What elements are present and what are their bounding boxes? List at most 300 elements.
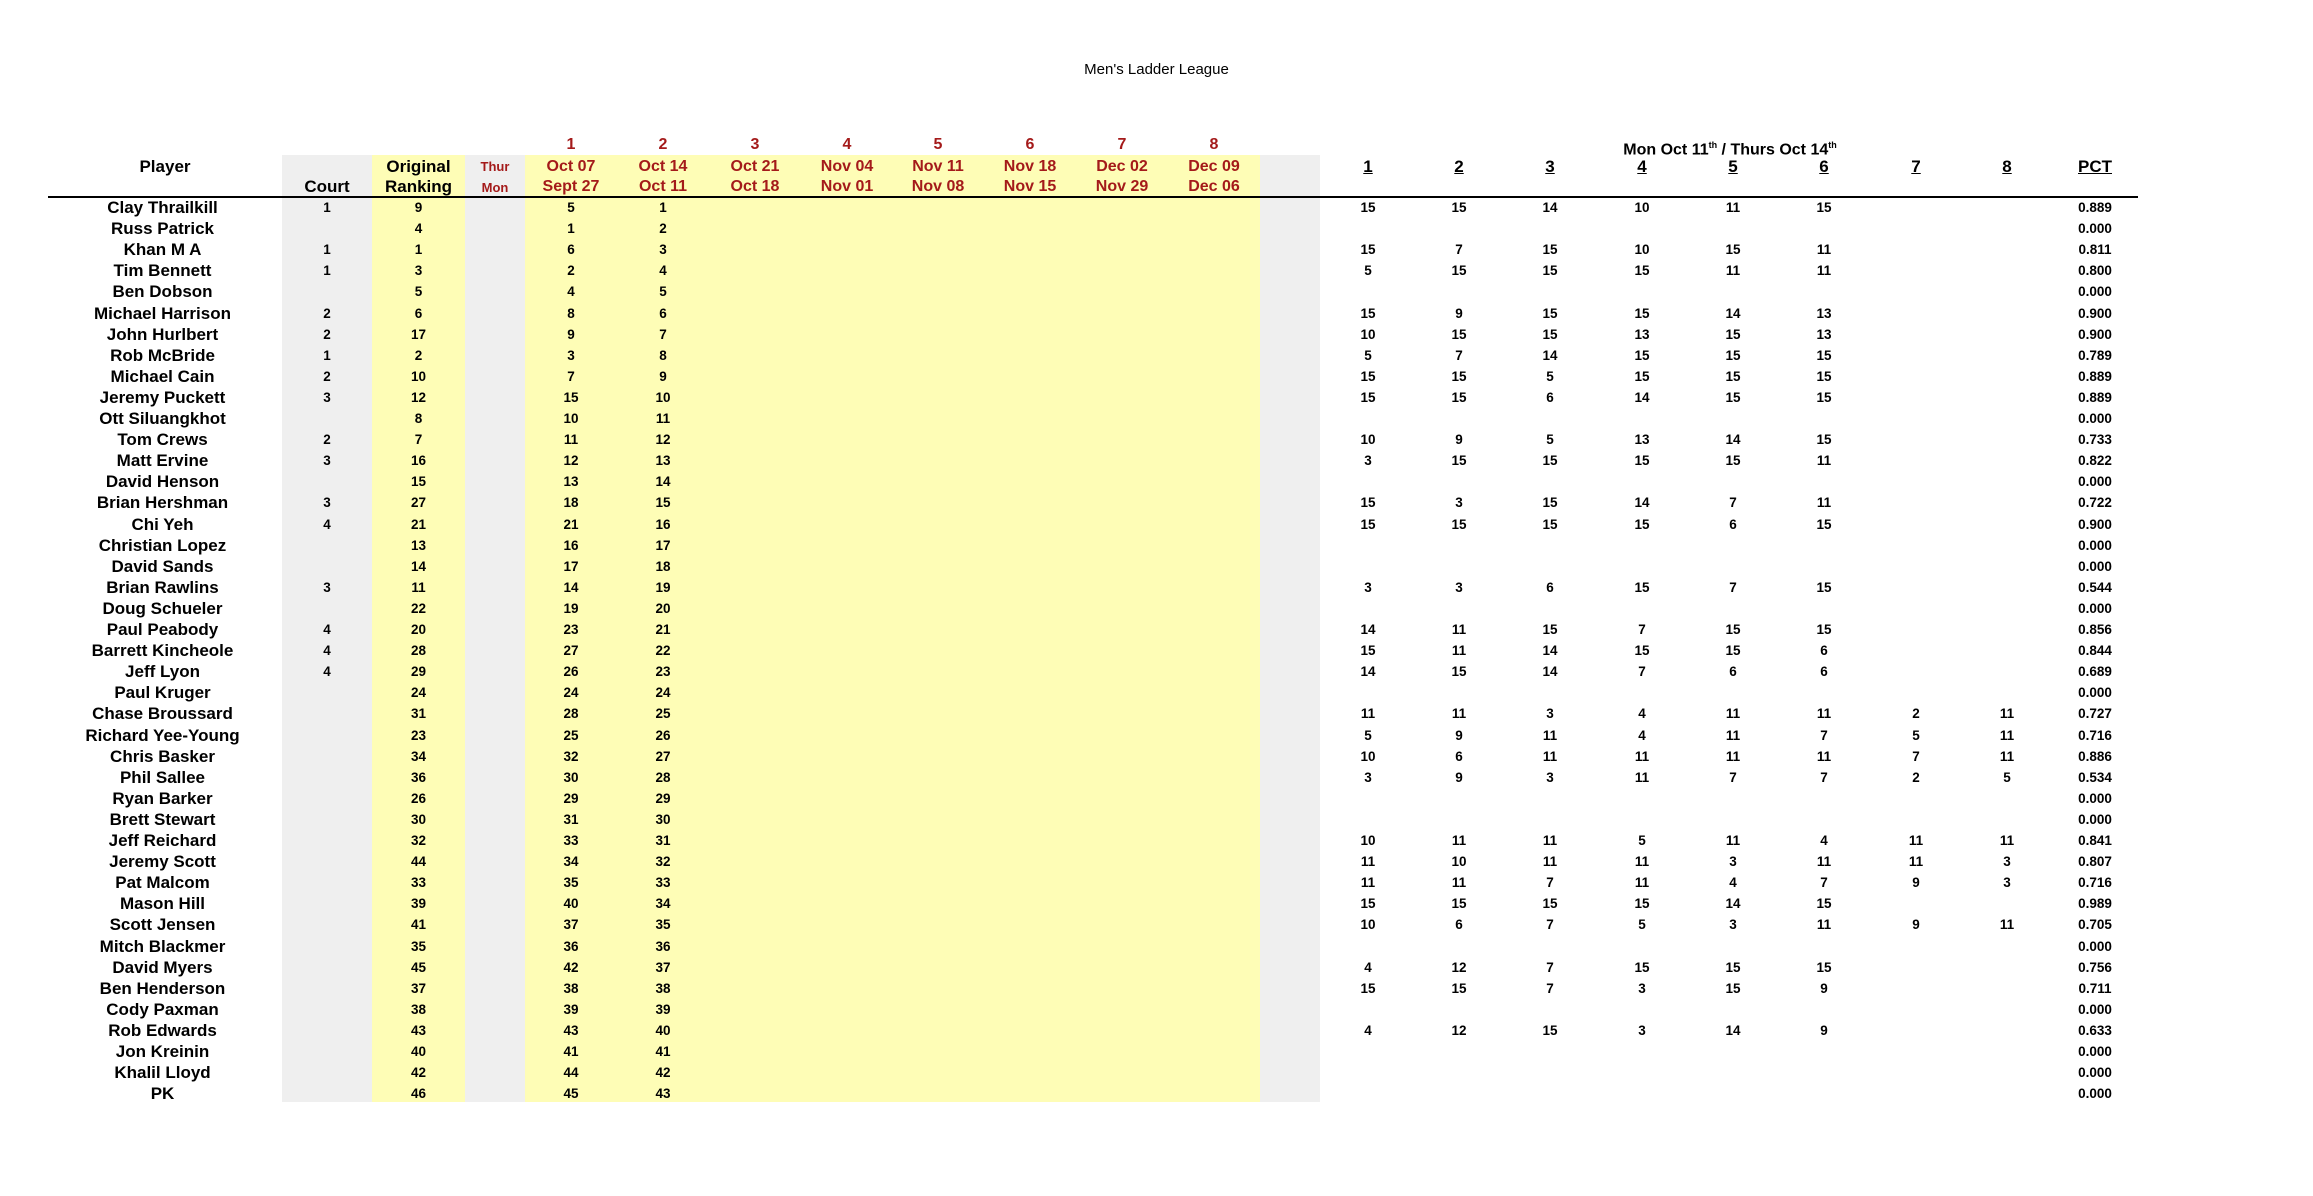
week1-cell: 42 <box>563 960 579 975</box>
score-cell: 7 <box>1455 348 1463 363</box>
pct-cell: 0.886 <box>2078 749 2112 764</box>
player-name: Christian Lopez <box>98 536 227 555</box>
score-cell: 10 <box>1360 327 1376 342</box>
score-cell: 4 <box>1638 706 1646 721</box>
score-cell: 7 <box>1820 875 1828 890</box>
week2-cell: 2 <box>659 221 667 236</box>
score-cell: 15 <box>1816 200 1832 215</box>
score-cell: 11 <box>1908 833 1924 848</box>
week2-cell: 36 <box>655 939 671 954</box>
score-cell: 14 <box>1634 495 1650 510</box>
ranking-cell: 42 <box>410 1065 427 1080</box>
score-cell: 7 <box>1546 917 1554 932</box>
pct-header: PCT <box>2078 157 2112 176</box>
ranking-cell: 34 <box>410 749 427 764</box>
pct-cell: 0.000 <box>2078 538 2112 553</box>
score-cell: 4 <box>1638 728 1646 743</box>
ranking-cell: 12 <box>410 390 427 405</box>
ranking-cell: 2 <box>414 348 423 363</box>
score-cell: 3 <box>1729 917 1737 932</box>
pct-cell: 0.000 <box>2078 221 2112 236</box>
score-cell: 11 <box>1816 854 1832 869</box>
score-cell: 10 <box>1360 833 1376 848</box>
pct-cell: 0.000 <box>2078 685 2112 700</box>
court-cell: 1 <box>323 263 331 278</box>
score-cell: 12 <box>1451 960 1467 975</box>
court-cell: 1 <box>323 200 331 215</box>
ranking-cell: 7 <box>414 432 423 447</box>
pct-cell: 0.000 <box>2078 411 2112 426</box>
pct-cell: 0.722 <box>2078 495 2112 510</box>
ranking-cell: 35 <box>410 939 427 954</box>
score-cell: 3 <box>1364 580 1372 595</box>
week2-cell: 34 <box>655 896 671 911</box>
ranking-cell: 39 <box>410 896 427 911</box>
week2-cell: 15 <box>655 495 671 510</box>
score-cell: 11 <box>1999 706 2015 721</box>
score-cell: 11 <box>1360 854 1376 869</box>
pct-cell: 0.000 <box>2078 601 2112 616</box>
pct-cell: 0.989 <box>2078 896 2112 911</box>
score-cell: 15 <box>1360 896 1376 911</box>
week-mon-date: Oct 18 <box>730 178 780 195</box>
pct-cell: 0.000 <box>2078 791 2112 806</box>
score-cell: 10 <box>1451 854 1467 869</box>
week1-cell: 36 <box>563 939 579 954</box>
pct-cell: 0.000 <box>2078 474 2112 489</box>
week2-cell: 4 <box>659 263 667 278</box>
week1-cell: 38 <box>563 981 579 996</box>
player-name: Ben Dobson <box>112 282 213 301</box>
score-cell: 11 <box>1542 854 1558 869</box>
score-cell: 15 <box>1816 896 1832 911</box>
week2-cell: 16 <box>655 517 671 532</box>
week1-cell: 9 <box>567 327 575 342</box>
score-cell: 3 <box>2003 854 2011 869</box>
score-cell: 15 <box>1451 327 1467 342</box>
player-name: Doug Schueler <box>102 599 223 618</box>
score-cell: 4 <box>1364 1023 1372 1038</box>
week-number: 2 <box>658 136 668 153</box>
week1-cell: 10 <box>563 411 579 426</box>
week1-cell: 17 <box>563 559 579 574</box>
score-cell: 14 <box>1360 622 1376 637</box>
pct-cell: 0.000 <box>2078 284 2112 299</box>
score-cell: 2 <box>1912 770 1920 785</box>
score-cell: 14 <box>1725 432 1741 447</box>
court-cell: 4 <box>323 622 331 637</box>
court-cell: 4 <box>323 664 331 679</box>
player-name: Paul Peabody <box>106 620 219 639</box>
score-cell: 15 <box>1725 242 1741 257</box>
score-cell: 11 <box>1999 749 2015 764</box>
week-number: 8 <box>1209 136 1219 153</box>
court-cell: 1 <box>323 348 331 363</box>
score-cell: 15 <box>1542 327 1558 342</box>
score-cell: 7 <box>1820 770 1828 785</box>
ranking-cell: 3 <box>414 263 423 278</box>
score-cell: 15 <box>1451 390 1467 405</box>
ranking-cell: 45 <box>410 960 427 975</box>
score-cell: 15 <box>1725 327 1741 342</box>
week-thur-date: Nov 11 <box>912 158 964 175</box>
week1-cell: 31 <box>563 812 579 827</box>
court-cell: 3 <box>323 495 331 510</box>
score-cell: 6 <box>1729 664 1737 679</box>
score-cell: 15 <box>1634 306 1650 321</box>
player-name: Khan M A <box>123 240 202 259</box>
score-cell: 3 <box>1729 854 1737 869</box>
week2-cell: 12 <box>655 432 671 447</box>
score-cell: 10 <box>1360 917 1376 932</box>
score-cell: 15 <box>1451 200 1467 215</box>
pct-cell: 0.807 <box>2078 854 2112 869</box>
week-thur-date: Oct 14 <box>638 158 688 175</box>
player-name: David Myers <box>112 958 213 977</box>
score-cell: 15 <box>1542 242 1558 257</box>
score-cell: 15 <box>1816 580 1832 595</box>
score-cell: 11 <box>1725 728 1741 743</box>
score-cell: 10 <box>1634 242 1650 257</box>
week2-cell: 19 <box>655 580 671 595</box>
score-cell: 15 <box>1542 495 1558 510</box>
score-cell: 10 <box>1634 200 1650 215</box>
mon-header: Mon <box>481 180 509 195</box>
ranking-cell: 38 <box>410 1002 427 1017</box>
score-cell: 15 <box>1542 517 1558 532</box>
score-cell: 7 <box>1729 770 1737 785</box>
player-name: David Sands <box>111 557 214 576</box>
week1-cell: 6 <box>567 242 575 257</box>
score-cell: 7 <box>1455 242 1463 257</box>
score-cell: 11 <box>1634 770 1650 785</box>
ranking-cell: 9 <box>414 200 423 215</box>
score-column-header: 4 <box>1637 157 1647 176</box>
score-cell: 14 <box>1542 643 1558 658</box>
pct-cell: 0.633 <box>2078 1023 2112 1038</box>
week1-cell: 7 <box>567 369 575 384</box>
week1-cell: 15 <box>563 390 579 405</box>
player-name: Jeremy Puckett <box>99 388 226 407</box>
score-cell: 9 <box>1455 306 1463 321</box>
score-cell: 7 <box>1546 981 1554 996</box>
week2-cell: 8 <box>659 348 667 363</box>
score-cell: 13 <box>1634 327 1650 342</box>
week-mon-date: Nov 01 <box>820 178 874 195</box>
score-cell: 2 <box>1912 706 1920 721</box>
score-cell: 15 <box>1634 643 1650 658</box>
week-thur-date: Dec 02 <box>1096 158 1148 175</box>
player-name: Tom Crews <box>117 430 208 449</box>
score-cell: 7 <box>1729 495 1737 510</box>
pct-cell: 0.856 <box>2078 622 2112 637</box>
score-cell: 7 <box>1638 664 1646 679</box>
score-cell: 15 <box>1725 622 1741 637</box>
week1-cell: 40 <box>563 896 579 911</box>
week-number: 3 <box>750 136 760 153</box>
week1-cell: 11 <box>563 432 579 447</box>
player-name: Rob Edwards <box>108 1021 217 1040</box>
score-cell: 11 <box>1999 728 2015 743</box>
thur-mon-column-bg <box>465 155 525 1102</box>
score-cell: 9 <box>1455 770 1463 785</box>
week-thur-date: Dec 09 <box>1188 158 1240 175</box>
ranking-cell: 24 <box>410 685 427 700</box>
score-title: Mon Oct 11th / Thurs Oct 14th <box>1623 140 1837 159</box>
week-thur-date: Nov 18 <box>1003 158 1057 175</box>
player-name: Brett Stewart <box>109 810 216 829</box>
week2-cell: 40 <box>655 1023 671 1038</box>
score-cell: 14 <box>1542 200 1558 215</box>
score-cell: 11 <box>1816 242 1832 257</box>
score-cell: 5 <box>2003 770 2011 785</box>
week1-cell: 34 <box>563 854 579 869</box>
ranking-header: Ranking <box>384 177 453 196</box>
score-cell: 15 <box>1816 369 1832 384</box>
pct-cell: 0.000 <box>2078 1002 2112 1017</box>
original-header: Original <box>386 157 451 176</box>
score-cell: 13 <box>1816 327 1832 342</box>
score-cell: 5 <box>1364 728 1372 743</box>
score-cell: 11 <box>1816 495 1832 510</box>
week2-cell: 13 <box>655 453 671 468</box>
ranking-cell: 43 <box>410 1023 427 1038</box>
week1-cell: 27 <box>563 643 579 658</box>
pct-cell: 0.716 <box>2078 728 2112 743</box>
court-cell: 3 <box>323 390 331 405</box>
score-cell: 15 <box>1451 981 1467 996</box>
score-cell: 9 <box>1912 917 1920 932</box>
week2-cell: 18 <box>655 559 671 574</box>
score-cell: 5 <box>1546 432 1554 447</box>
week2-cell: 9 <box>659 369 667 384</box>
score-cell: 4 <box>1364 960 1372 975</box>
week1-cell: 13 <box>563 474 579 489</box>
ranking-cell: 22 <box>410 601 427 616</box>
score-cell: 11 <box>1725 749 1741 764</box>
ranking-cell: 30 <box>410 812 427 827</box>
week2-cell: 33 <box>655 875 671 890</box>
score-cell: 11 <box>1542 749 1558 764</box>
week1-cell: 5 <box>567 200 575 215</box>
week2-cell: 38 <box>655 981 671 996</box>
ranking-cell: 33 <box>410 875 427 890</box>
week1-cell: 23 <box>563 622 579 637</box>
player-name: Russ Patrick <box>111 219 214 238</box>
ranking-cell: 1 <box>414 242 423 257</box>
score-cell: 11 <box>1816 706 1832 721</box>
score-cell: 5 <box>1638 833 1646 848</box>
week1-cell: 24 <box>563 685 579 700</box>
player-name: John Hurlbert <box>106 325 219 344</box>
score-cell: 9 <box>1820 1023 1828 1038</box>
score-cell: 14 <box>1725 896 1741 911</box>
ranking-cell: 17 <box>410 327 427 342</box>
week1-cell: 29 <box>563 791 579 806</box>
ranking-cell: 37 <box>410 981 427 996</box>
score-cell: 15 <box>1360 390 1376 405</box>
court-cell: 2 <box>323 369 331 384</box>
week1-cell: 21 <box>563 517 579 532</box>
pct-cell: 0.889 <box>2078 369 2112 384</box>
week2-cell: 11 <box>655 411 671 426</box>
score-cell: 15 <box>1360 200 1376 215</box>
week1-cell: 19 <box>563 601 579 616</box>
pct-cell: 0.705 <box>2078 917 2112 932</box>
player-name: Brian Hershman <box>96 493 229 512</box>
score-cell: 3 <box>1638 1023 1646 1038</box>
pct-cell: 0.711 <box>2078 981 2112 996</box>
score-cell: 15 <box>1360 242 1376 257</box>
week2-cell: 27 <box>655 749 671 764</box>
score-cell: 15 <box>1451 896 1467 911</box>
week2-cell: 23 <box>655 664 671 679</box>
score-cell: 11 <box>1816 453 1832 468</box>
week1-cell: 30 <box>563 770 579 785</box>
pct-cell: 0.534 <box>2078 770 2112 785</box>
ranking-cell: 21 <box>410 517 427 532</box>
score-cell: 15 <box>1725 960 1741 975</box>
score-cell: 15 <box>1451 664 1467 679</box>
week2-cell: 25 <box>655 706 671 721</box>
player-name: Ott Siluangkhot <box>99 409 226 428</box>
score-cell: 9 <box>1912 875 1920 890</box>
score-cell: 15 <box>1634 453 1650 468</box>
week1-cell: 18 <box>563 495 579 510</box>
ranking-cell: 40 <box>410 1044 427 1059</box>
score-cell: 15 <box>1360 643 1376 658</box>
score-cell: 11 <box>1725 263 1741 278</box>
score-cell: 7 <box>1820 728 1828 743</box>
player-name: Jeff Lyon <box>125 662 200 681</box>
week-number: 1 <box>566 136 576 153</box>
ranking-cell: 44 <box>410 854 427 869</box>
week-number: 5 <box>933 136 943 153</box>
score-cell: 5 <box>1364 263 1372 278</box>
score-cell: 15 <box>1725 453 1741 468</box>
score-cell: 6 <box>1820 643 1828 658</box>
score-cell: 15 <box>1360 306 1376 321</box>
week1-cell: 32 <box>563 749 579 764</box>
score-cell: 3 <box>1455 580 1463 595</box>
score-cell: 15 <box>1542 453 1558 468</box>
score-cell: 7 <box>1912 749 1920 764</box>
week-mon-date: Oct 11 <box>638 178 688 195</box>
thur-header: Thur <box>480 159 510 174</box>
score-cell: 15 <box>1816 622 1832 637</box>
pct-cell: 0.889 <box>2078 390 2112 405</box>
player-name: Richard Yee-Young <box>85 726 240 745</box>
player-name: Michael Cain <box>110 367 215 386</box>
court-cell: 4 <box>323 517 331 532</box>
score-cell: 15 <box>1360 495 1376 510</box>
score-cell: 14 <box>1725 1023 1741 1038</box>
score-cell: 15 <box>1542 1023 1558 1038</box>
week-mon-date: Nov 29 <box>1095 178 1149 195</box>
score-cell: 6 <box>1546 580 1554 595</box>
week-thur-date: Oct 21 <box>730 158 780 175</box>
score-cell: 15 <box>1360 981 1376 996</box>
week2-cell: 26 <box>655 728 671 743</box>
pct-cell: 0.000 <box>2078 812 2112 827</box>
week-mon-date: Dec 06 <box>1188 178 1240 195</box>
score-cell: 15 <box>1542 896 1558 911</box>
score-cell: 11 <box>1634 875 1650 890</box>
week1-cell: 16 <box>563 538 579 553</box>
pct-cell: 0.900 <box>2078 517 2112 532</box>
score-cell: 15 <box>1542 622 1558 637</box>
score-column-header: 2 <box>1454 157 1464 176</box>
player-name: Rob McBride <box>110 346 215 365</box>
player-name: Jeremy Scott <box>109 852 216 871</box>
week1-cell: 39 <box>563 1002 579 1017</box>
ranking-cell: 32 <box>410 833 427 848</box>
week2-cell: 43 <box>655 1086 671 1101</box>
ranking-cell: 14 <box>410 559 427 574</box>
score-cell: 13 <box>1816 306 1832 321</box>
player-name: Barrett Kincheole <box>91 641 234 660</box>
score-cell: 11 <box>1725 706 1741 721</box>
player-name: Khalil Lloyd <box>114 1063 211 1082</box>
score-cell: 7 <box>1638 622 1646 637</box>
player-name: Paul Kruger <box>114 683 211 702</box>
score-cell: 5 <box>1638 917 1646 932</box>
pct-cell: 0.689 <box>2078 664 2112 679</box>
player-name: Pat Malcom <box>115 873 210 892</box>
pct-cell: 0.544 <box>2078 580 2112 595</box>
pct-cell: 0.811 <box>2078 242 2112 257</box>
court-cell: 1 <box>323 242 331 257</box>
pct-cell: 0.000 <box>2078 1086 2112 1101</box>
week1-cell: 41 <box>563 1044 579 1059</box>
court-cell: 2 <box>323 306 331 321</box>
score-cell: 15 <box>1725 390 1741 405</box>
week1-cell: 43 <box>563 1023 579 1038</box>
court-cell: 3 <box>323 453 331 468</box>
week-mon-date: Nov 15 <box>1003 178 1057 195</box>
player-name: David Henson <box>105 472 220 491</box>
player-name: PK <box>150 1084 175 1103</box>
ranking-cell: 28 <box>410 643 427 658</box>
score-cell: 15 <box>1725 348 1741 363</box>
score-cell: 3 <box>1455 495 1463 510</box>
week-thur-date: Oct 07 <box>546 158 596 175</box>
week1-cell: 37 <box>563 917 579 932</box>
score-cell: 15 <box>1725 643 1741 658</box>
score-cell: 15 <box>1634 896 1650 911</box>
week2-cell: 30 <box>655 812 671 827</box>
score-column-header: 5 <box>1728 157 1738 176</box>
ranking-cell: 10 <box>410 369 427 384</box>
ranking-cell: 13 <box>410 538 427 553</box>
score-cell: 9 <box>1820 981 1828 996</box>
score-cell: 15 <box>1634 517 1650 532</box>
week2-cell: 20 <box>655 601 671 616</box>
week2-cell: 35 <box>655 917 671 932</box>
score-cell: 5 <box>1546 369 1554 384</box>
pct-cell: 0.900 <box>2078 327 2112 342</box>
score-cell: 15 <box>1451 263 1467 278</box>
score-column-header: 8 <box>2002 157 2012 176</box>
week1-cell: 2 <box>567 263 575 278</box>
week1-cell: 44 <box>563 1065 579 1080</box>
player-name: Mitch Blackmer <box>99 937 226 956</box>
week1-cell: 35 <box>563 875 579 890</box>
player-name: Scott Jensen <box>109 915 216 934</box>
player-name: Jeff Reichard <box>108 831 217 850</box>
score-cell: 6 <box>1455 917 1463 932</box>
score-column-header: 7 <box>1911 157 1921 176</box>
